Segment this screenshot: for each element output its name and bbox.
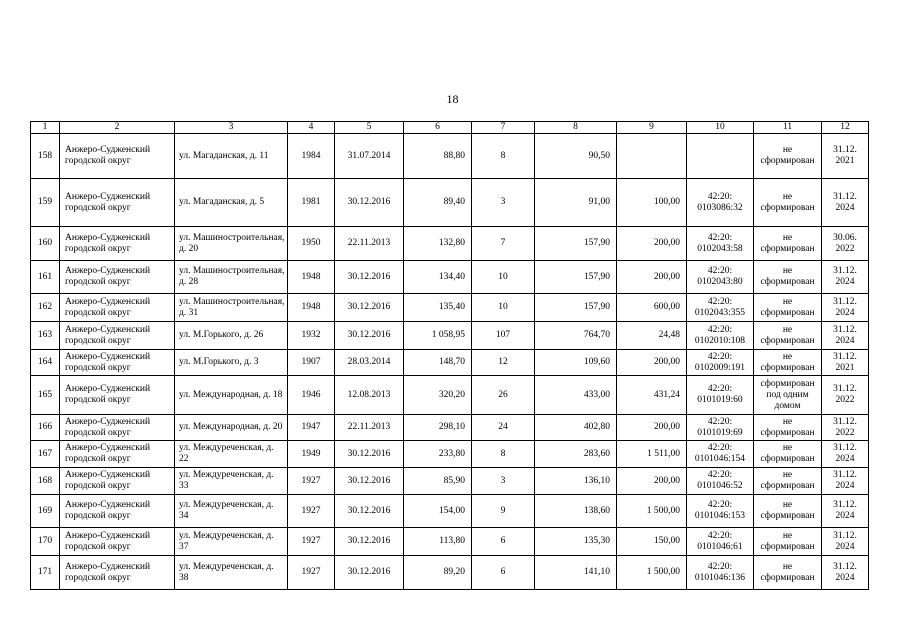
cell-build-year: 1932 xyxy=(288,322,335,350)
cell-residents: 8 xyxy=(472,441,535,468)
cell-date: 30.12.2016 xyxy=(335,294,404,322)
cell-land-status: не сформирован xyxy=(754,350,822,376)
cell-area-total: 90,50 xyxy=(535,134,617,179)
cell-area: 113,80 xyxy=(404,528,472,556)
cell-date: 30.12.2016 xyxy=(335,468,404,495)
column-header: 2 xyxy=(60,122,175,134)
cell-date: 28.03.2014 xyxy=(335,350,404,376)
cell-land-status: не сформирован xyxy=(754,556,822,590)
cell-address: ул. Междуреченская, д. 22 xyxy=(175,441,288,468)
cell-area: 89,20 xyxy=(404,556,472,590)
cell-date: 22.11.2013 xyxy=(335,415,404,441)
cell-residents: 12 xyxy=(472,350,535,376)
column-header: 3 xyxy=(175,122,288,134)
cell-date: 30.12.2016 xyxy=(335,495,404,528)
cell-land-status: сформирован под одним домом xyxy=(754,376,822,415)
column-header: 6 xyxy=(404,122,472,134)
cell-address: ул. Магаданская, д. 5 xyxy=(175,179,288,227)
cell-area-total: 433,00 xyxy=(535,376,617,415)
column-header: 10 xyxy=(687,122,754,134)
cell-land-status: не сформирован xyxy=(754,528,822,556)
cell-area: 320,20 xyxy=(404,376,472,415)
table-header-row xyxy=(31,122,869,134)
cell-residents: 26 xyxy=(472,376,535,415)
cell-row-number: 171 xyxy=(31,556,60,590)
cell-municipality: Анжеро-Судженский городской округ xyxy=(60,468,175,495)
cell-area: 148,70 xyxy=(404,350,472,376)
cell-address: ул. М.Горького, д. 26 xyxy=(175,322,288,350)
cell-deadline: 31.12. 2024 xyxy=(822,495,869,528)
cell-row-number: 158 xyxy=(31,134,60,179)
cell-deadline: 31.12. 2024 xyxy=(822,468,869,495)
cell-area: 1 058,95 xyxy=(404,322,472,350)
cell-deadline: 31.12. 2024 xyxy=(822,528,869,556)
column-header: 5 xyxy=(335,122,404,134)
cell-build-year: 1927 xyxy=(288,528,335,556)
cell-build-year: 1946 xyxy=(288,376,335,415)
cell-date: 30.12.2016 xyxy=(335,261,404,294)
cell-cadastral-number: 42:20: 0102010:108 xyxy=(687,322,754,350)
cell-build-year: 1950 xyxy=(288,227,335,261)
cell-area-total: 157,90 xyxy=(535,261,617,294)
cell-row-number: 165 xyxy=(31,376,60,415)
cell-date: 30.12.2016 xyxy=(335,556,404,590)
cell-land-status: не сформирован xyxy=(754,322,822,350)
cell-area: 89,40 xyxy=(404,179,472,227)
table-row xyxy=(31,468,869,495)
column-header: 4 xyxy=(288,122,335,134)
cell-land-area: 1 500,00 xyxy=(617,495,687,528)
cell-area: 135,40 xyxy=(404,294,472,322)
cell-row-number: 164 xyxy=(31,350,60,376)
cell-municipality: Анжеро-Судженский городской округ xyxy=(60,495,175,528)
table-row xyxy=(31,441,869,468)
cell-municipality: Анжеро-Судженский городской округ xyxy=(60,227,175,261)
table-row xyxy=(31,376,869,415)
cell-build-year: 1949 xyxy=(288,441,335,468)
cell-build-year: 1948 xyxy=(288,261,335,294)
cell-land-area: 100,00 xyxy=(617,179,687,227)
cell-deadline: 31.12. 2024 xyxy=(822,294,869,322)
cell-row-number: 161 xyxy=(31,261,60,294)
cell-deadline: 31.12. 2024 xyxy=(822,179,869,227)
table-row xyxy=(31,495,869,528)
cell-deadline: 30.06. 2022 xyxy=(822,227,869,261)
cell-cadastral-number: 42:20: 0101046:154 xyxy=(687,441,754,468)
cell-date: 30.12.2016 xyxy=(335,322,404,350)
table-row xyxy=(31,556,869,590)
cell-build-year: 1984 xyxy=(288,134,335,179)
cell-address: ул. М.Горького, д. 3 xyxy=(175,350,288,376)
table-row xyxy=(31,179,869,227)
cell-row-number: 169 xyxy=(31,495,60,528)
cell-cadastral-number: 42:20: 0102043:355 xyxy=(687,294,754,322)
table-body xyxy=(31,134,869,590)
page-number: 18 xyxy=(446,92,459,106)
cell-row-number: 159 xyxy=(31,179,60,227)
cell-deadline: 31.12. 2024 xyxy=(822,556,869,590)
cell-land-area: 200,00 xyxy=(617,261,687,294)
table-row xyxy=(31,227,869,261)
cell-area: 233,80 xyxy=(404,441,472,468)
cell-cadastral-number: 42:20: 0101046:52 xyxy=(687,468,754,495)
cell-residents: 10 xyxy=(472,294,535,322)
cell-land-area: 200,00 xyxy=(617,468,687,495)
cell-address: ул. Машиностроительная, д. 31 xyxy=(175,294,288,322)
cell-address: ул. Магаданская, д. 11 xyxy=(175,134,288,179)
table-row xyxy=(31,261,869,294)
cell-build-year: 1927 xyxy=(288,556,335,590)
table-row xyxy=(31,134,869,179)
cell-municipality: Анжеро-Судженский городской округ xyxy=(60,294,175,322)
cell-cadastral-number: 42:20: 0102043:58 xyxy=(687,227,754,261)
cell-row-number: 168 xyxy=(31,468,60,495)
cell-land-status: не сформирован xyxy=(754,261,822,294)
cell-cadastral-number: 42:20: 0101019:69 xyxy=(687,415,754,441)
cell-cadastral-number: 42:20: 0102009:191 xyxy=(687,350,754,376)
cell-address: ул. Машиностроительная, д. 20 xyxy=(175,227,288,261)
cell-address: ул. Международная, д. 20 xyxy=(175,415,288,441)
cell-build-year: 1927 xyxy=(288,468,335,495)
cell-area-total: 138,60 xyxy=(535,495,617,528)
housing-table xyxy=(30,121,869,590)
cell-land-status: не сформирован xyxy=(754,227,822,261)
cell-residents: 3 xyxy=(472,468,535,495)
cell-residents: 6 xyxy=(472,528,535,556)
cell-municipality: Анжеро-Судженский городской округ xyxy=(60,556,175,590)
cell-build-year: 1947 xyxy=(288,415,335,441)
cell-build-year: 1907 xyxy=(288,350,335,376)
cell-area-total: 109,60 xyxy=(535,350,617,376)
column-header: 9 xyxy=(617,122,687,134)
cell-municipality: Анжеро-Судженский городской округ xyxy=(60,415,175,441)
cell-land-area: 200,00 xyxy=(617,350,687,376)
cell-address: ул. Машиностроительная, д. 28 xyxy=(175,261,288,294)
column-header: 8 xyxy=(535,122,617,134)
cell-row-number: 167 xyxy=(31,441,60,468)
cell-land-status: не сформирован xyxy=(754,495,822,528)
cell-municipality: Анжеро-Судженский городской округ xyxy=(60,261,175,294)
cell-address: ул. Междуреченская, д. 34 xyxy=(175,495,288,528)
column-header: 11 xyxy=(754,122,822,134)
cell-land-status: не сформирован xyxy=(754,441,822,468)
cell-cadastral-number xyxy=(687,134,754,179)
table-row xyxy=(31,294,869,322)
cell-residents: 24 xyxy=(472,415,535,441)
cell-residents: 10 xyxy=(472,261,535,294)
cell-date: 12.08.2013 xyxy=(335,376,404,415)
cell-area-total: 157,90 xyxy=(535,227,617,261)
cell-land-area: 150,00 xyxy=(617,528,687,556)
cell-address: ул. Междуреченская, д. 33 xyxy=(175,468,288,495)
cell-land-area: 1 500,00 xyxy=(617,556,687,590)
cell-deadline: 31.12. 2021 xyxy=(822,350,869,376)
cell-residents: 3 xyxy=(472,179,535,227)
cell-municipality: Анжеро-Судженский городской округ xyxy=(60,376,175,415)
cell-municipality: Анжеро-Судженский городской округ xyxy=(60,134,175,179)
cell-deadline: 31.12. 2022 xyxy=(822,376,869,415)
cell-residents: 107 xyxy=(472,322,535,350)
cell-date: 30.12.2016 xyxy=(335,441,404,468)
cell-land-area xyxy=(617,134,687,179)
cell-area-total: 157,90 xyxy=(535,294,617,322)
cell-residents: 9 xyxy=(472,495,535,528)
column-header: 1 xyxy=(31,122,60,134)
cell-cadastral-number: 42:20: 0101046:153 xyxy=(687,495,754,528)
cell-area: 134,40 xyxy=(404,261,472,294)
cell-area: 298,10 xyxy=(404,415,472,441)
cell-row-number: 166 xyxy=(31,415,60,441)
cell-deadline: 31.12. 2022 xyxy=(822,415,869,441)
cell-land-status: не сформирован xyxy=(754,134,822,179)
column-header: 7 xyxy=(472,122,535,134)
cell-deadline: 31.12. 2024 xyxy=(822,322,869,350)
cell-row-number: 162 xyxy=(31,294,60,322)
cell-land-area: 600,00 xyxy=(617,294,687,322)
cell-row-number: 163 xyxy=(31,322,60,350)
cell-address: ул. Междуреченская, д. 38 xyxy=(175,556,288,590)
cell-area-total: 135,30 xyxy=(535,528,617,556)
cell-build-year: 1981 xyxy=(288,179,335,227)
cell-land-status: не сформирован xyxy=(754,468,822,495)
cell-deadline: 31.12. 2021 xyxy=(822,134,869,179)
cell-land-area: 431,24 xyxy=(617,376,687,415)
cell-row-number: 160 xyxy=(31,227,60,261)
cell-area-total: 764,70 xyxy=(535,322,617,350)
cell-area-total: 91,00 xyxy=(535,179,617,227)
cell-land-status: не сформирован xyxy=(754,294,822,322)
cell-deadline: 31.12. 2024 xyxy=(822,441,869,468)
table-row xyxy=(31,528,869,556)
cell-cadastral-number: 42:20: 0101019:60 xyxy=(687,376,754,415)
cell-deadline: 31.12. 2024 xyxy=(822,261,869,294)
cell-cadastral-number: 42:20: 0101046:61 xyxy=(687,528,754,556)
cell-date: 22.11.2013 xyxy=(335,227,404,261)
cell-residents: 7 xyxy=(472,227,535,261)
cell-area: 88,80 xyxy=(404,134,472,179)
cell-land-status: не сформирован xyxy=(754,415,822,441)
cell-area-total: 283,60 xyxy=(535,441,617,468)
cell-area-total: 141,10 xyxy=(535,556,617,590)
column-header: 12 xyxy=(822,122,869,134)
table-row xyxy=(31,322,869,350)
table-row xyxy=(31,415,869,441)
cell-address: ул. Междуреченская, д. 37 xyxy=(175,528,288,556)
cell-build-year: 1927 xyxy=(288,495,335,528)
cell-municipality: Анжеро-Судженский городской округ xyxy=(60,441,175,468)
cell-land-area: 200,00 xyxy=(617,415,687,441)
cell-residents: 6 xyxy=(472,556,535,590)
cell-date: 31.07.2014 xyxy=(335,134,404,179)
cell-date: 30.12.2016 xyxy=(335,528,404,556)
cell-land-area: 200,00 xyxy=(617,227,687,261)
cell-cadastral-number: 42:20: 0101046:136 xyxy=(687,556,754,590)
cell-build-year: 1948 xyxy=(288,294,335,322)
cell-cadastral-number: 42:20: 0102043:80 xyxy=(687,261,754,294)
cell-date: 30.12.2016 xyxy=(335,179,404,227)
cell-area: 85,90 xyxy=(404,468,472,495)
cell-land-status: не сформирован xyxy=(754,179,822,227)
cell-land-area: 1 511,00 xyxy=(617,441,687,468)
cell-residents: 8 xyxy=(472,134,535,179)
cell-municipality: Анжеро-Судженский городской округ xyxy=(60,179,175,227)
cell-municipality: Анжеро-Судженский городской округ xyxy=(60,322,175,350)
cell-land-area: 24,48 xyxy=(617,322,687,350)
cell-area-total: 402,80 xyxy=(535,415,617,441)
cell-municipality: Анжеро-Судженский городской округ xyxy=(60,528,175,556)
table-row xyxy=(31,350,869,376)
cell-row-number: 170 xyxy=(31,528,60,556)
cell-area-total: 136,10 xyxy=(535,468,617,495)
cell-cadastral-number: 42:20: 0103086:32 xyxy=(687,179,754,227)
cell-area: 132,80 xyxy=(404,227,472,261)
cell-area: 154,00 xyxy=(404,495,472,528)
cell-municipality: Анжеро-Судженский городской округ xyxy=(60,350,175,376)
cell-address: ул. Международная, д. 18 xyxy=(175,376,288,415)
